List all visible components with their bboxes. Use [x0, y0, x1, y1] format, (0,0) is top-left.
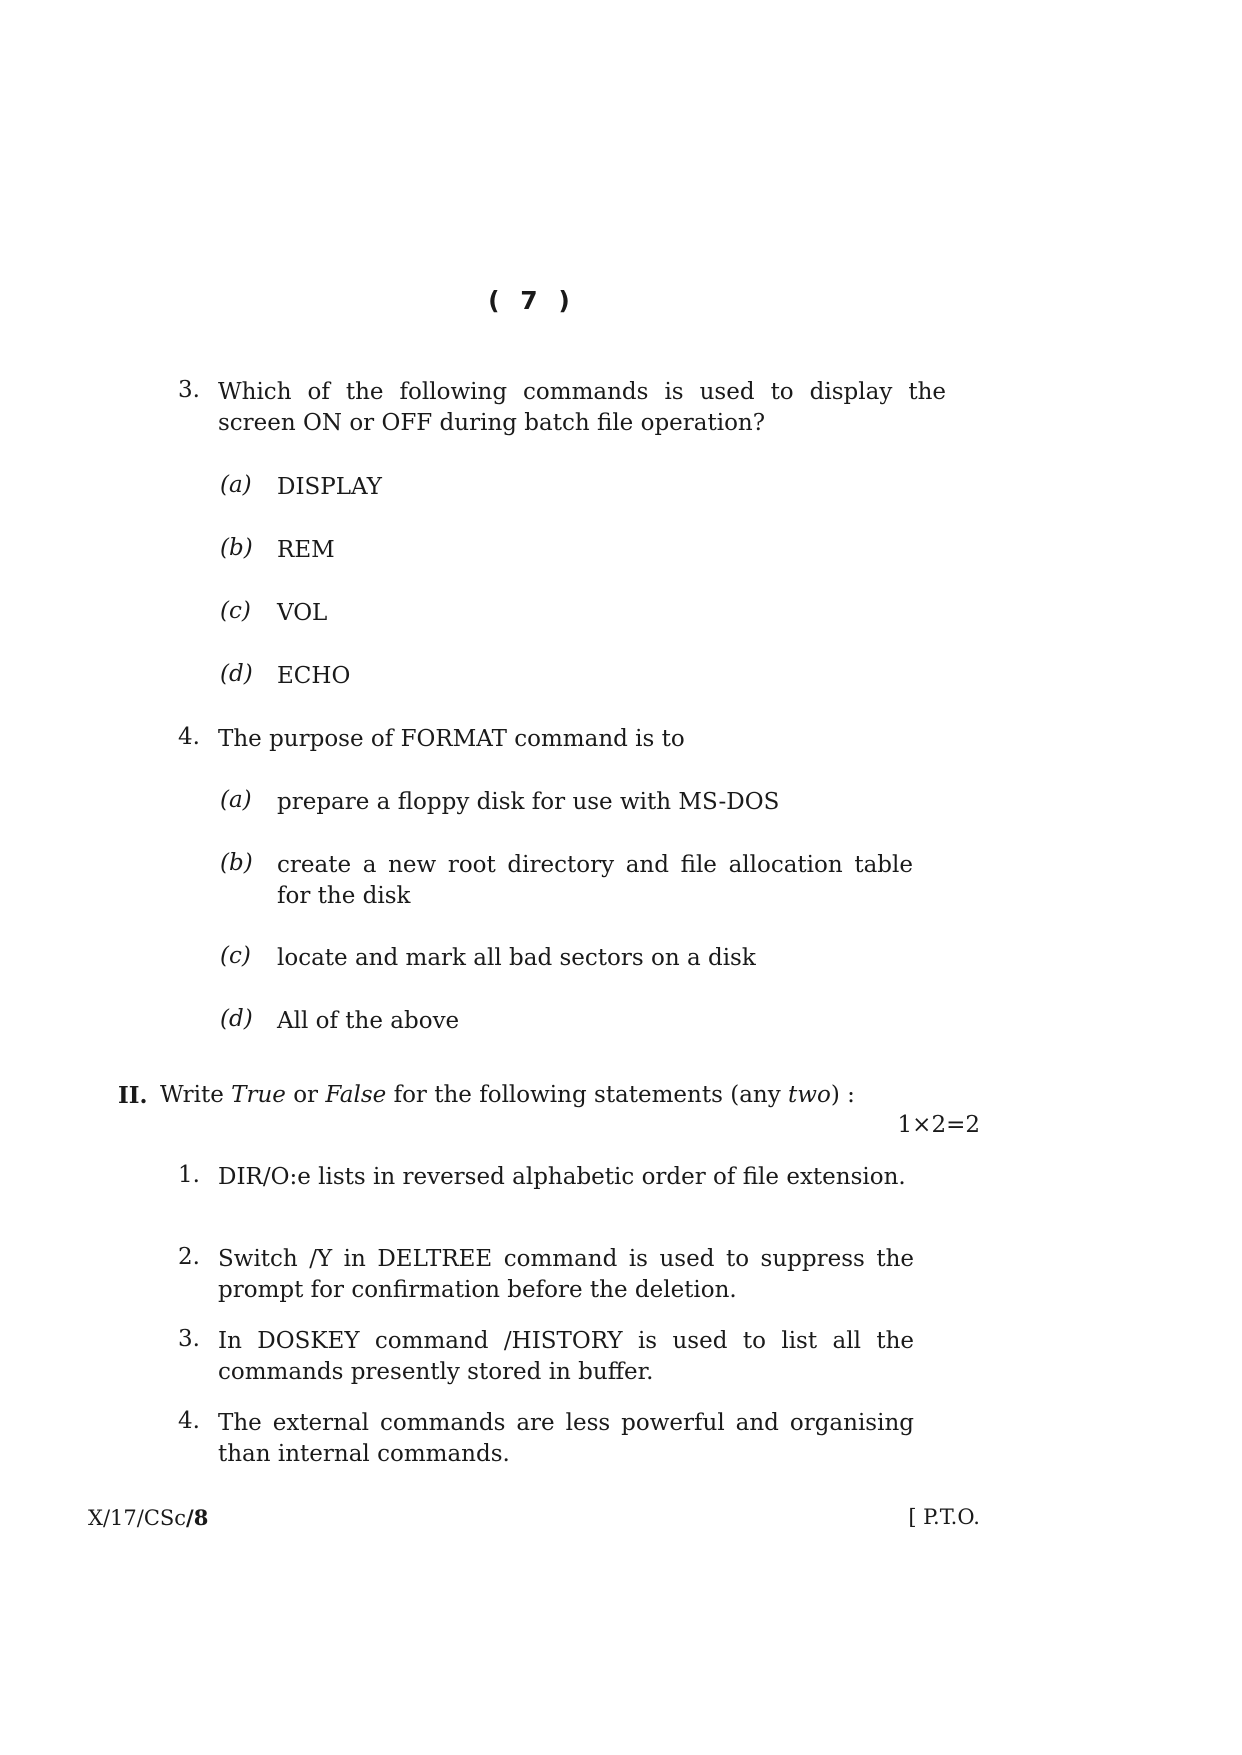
- option-text: REM: [277, 537, 335, 563]
- option-label: (b): [220, 535, 253, 561]
- option-label: (b): [220, 850, 253, 876]
- option-text: All of the above: [277, 1008, 460, 1034]
- option-text: prepare a floppy disk for use with MS-DOS: [277, 789, 780, 815]
- option-text: create a new root directory and file allocation table for the disk: [277, 852, 913, 909]
- section-marks: 1×2=2: [897, 1112, 980, 1138]
- option-label: (d): [220, 661, 253, 687]
- option-text: locate and mark all bad sectors on a disk: [277, 945, 756, 971]
- question-text: Which of the following commands is used to display the screen ON or OFF during batch file operation?: [218, 379, 946, 436]
- statement-number: 2.: [178, 1244, 200, 1270]
- statement-text: In DOSKEY command /HISTORY is used to list all the commands presently stored in buffer.: [218, 1328, 914, 1385]
- option-text: ECHO: [277, 663, 351, 689]
- page-number: ( 7 ): [488, 286, 576, 315]
- option-label: (c): [220, 943, 251, 969]
- question-number: 4.: [178, 724, 200, 750]
- pto-label: [ P.T.O.: [908, 1505, 980, 1529]
- option-label: (c): [220, 598, 251, 624]
- question-number: 3.: [178, 377, 200, 403]
- section-instruction: Write True or False for the following statements (any two) :: [160, 1082, 855, 1108]
- paper-code: X/17/CSc/8: [88, 1505, 209, 1530]
- option-label: (a): [220, 787, 252, 813]
- statement-text: DIR/O:e lists in reversed alphabetic order of file extension.: [218, 1164, 906, 1190]
- statement-text: Switch /Y in DELTREE command is used to suppress the prompt for confirmation before the deletion.: [218, 1246, 914, 1303]
- option-label: (a): [220, 472, 252, 498]
- question-text: The purpose of FORMAT command is to: [218, 726, 685, 752]
- option-text: VOL: [277, 600, 328, 626]
- statement-text: The external commands are less powerful and organising than internal commands.: [218, 1410, 914, 1467]
- statement-number: 1.: [178, 1162, 200, 1188]
- section-label: II.: [118, 1082, 148, 1109]
- option-label: (d): [220, 1006, 253, 1032]
- option-text: DISPLAY: [277, 474, 382, 500]
- statement-number: 4.: [178, 1408, 200, 1434]
- statement-number: 3.: [178, 1326, 200, 1352]
